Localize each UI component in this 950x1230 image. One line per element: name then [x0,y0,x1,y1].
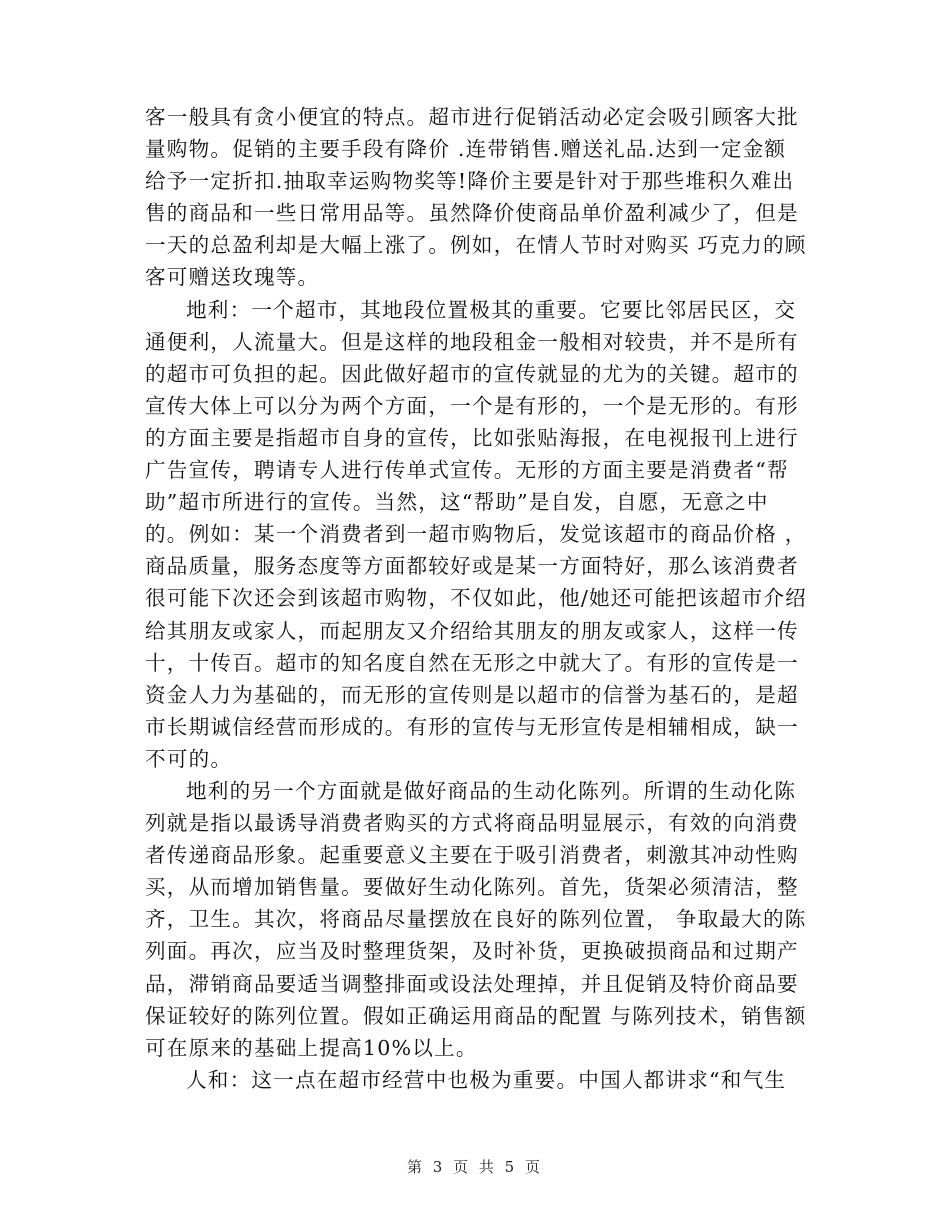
paragraph-display [145,775,825,1064]
text-line: 可在原来的基础上提高10%以上。 [145,1035,478,1060]
text-line: 的超市可负担的起。因此做好超市的宣传就显的尤为的关键。超市的 [145,361,799,386]
text-line: 地利：一个超市，其地段位置极其的重要。它要比邻居民区，交 [186,297,797,322]
text-line: 商品质量，服务态度等方面都较好或是某一方面特好，那么该消费者 [145,554,799,579]
page-number-footer: 第 3 页 共 5 页 [407,1158,543,1176]
text-line: 给予一定折扣.抽取幸运购物奖等!降价主要是针对于那些堆积久难出 [145,169,795,194]
paragraph-promotion [145,101,825,294]
body-text [145,101,825,1096]
text-line: 助”超市所进行的宣传。当然，这“帮助”是自发，自愿，无意之中 [145,490,769,515]
text-line: 的方面主要是指超市自身的宣传，比如张贴海报，在电视报刊上进行 [145,425,799,450]
text-line: 齐，卫生。其次，将商品尽量摆放在良好的陈列位置， 争取最大的陈 [145,907,807,932]
text-line: 通便利，人流量大。但是这样的地段租金一般相对较贵，并不是所有 [145,329,799,354]
paragraph-harmony [145,1064,825,1096]
text-line: 买，从而增加销售量。要做好生动化陈列。首先，货架必须清洁，整 [145,875,799,900]
text-line: 宣传大体上可以分为两个方面，一个是有形的，一个是无形的。有形 [145,393,799,418]
text-line: 资金人力为基础的，而无形的宣传则是以超市的信誉为基石的，是超 [145,682,799,707]
text-line: 客一般具有贪小便宜的特点。超市进行促销活动必定会吸引顾客大批 [145,105,799,129]
text-line: 保证较好的陈列位置。假如正确运用商品的配置 与陈列技术，销售额 [145,1003,807,1028]
text-line: 市长期诚信经营而形成的。有形的宣传与无形宣传是相辅相成，缺一 [145,714,799,739]
text-line: 售的商品和一些日常用品等。虽然降价使商品单价盈利减少了，但是 [145,201,799,226]
text-line: 给其朋友或家人，而起朋友又介绍给其朋友的朋友或家人，这样一传 [145,618,799,643]
text-line: 者传递商品形象。起重要意义主要在于吸引消费者，刺激其冲动性购 [145,843,799,868]
text-line: 列就是指以最诱导消费者购买的方式将商品明显展示，有效的向消费 [145,811,799,836]
text-line: 人和：这一点在超市经营中也极为重要。中国人都讲求“和气生 [186,1067,787,1092]
text-line: 量购物。促销的主要手段有降价 .连带销售.赠送礼品.达到一定金额 [145,137,787,162]
text-line: 很可能下次还会到该超市购物，不仅如此，他/她还可能把该超市介绍 [145,586,807,611]
text-line: 客可赠送玫瑰等。 [145,265,320,290]
text-line: 一天的总盈利却是大幅上涨了。例如，在情人节时对购买 巧克力的顾 [145,233,807,258]
paragraph-location [145,294,825,775]
text-line: 列面。再次，应当及时整理货架，及时补货，更换破损商品和过期产 [145,939,799,964]
text-line: 广告宣传，聘请专人进行传单式宣传。无形的方面主要是消费者“帮 [145,458,789,483]
text-line: 品，滞销商品要适当调整排面或设法处理掉，并且促销及特价商品要 [145,971,799,996]
text-line: 十，十传百。超市的知名度自然在无形之中就大了。有形的宣传是一 [145,650,799,675]
text-line: 的。例如：某一个消费者到一超市购物后，发觉该超市的商品价格 ， [145,522,807,547]
text-line: 地利的另一个方面就是做好商品的生动化陈列。所谓的生动化陈 [186,778,797,803]
text-line: 不可的。 [145,746,233,771]
